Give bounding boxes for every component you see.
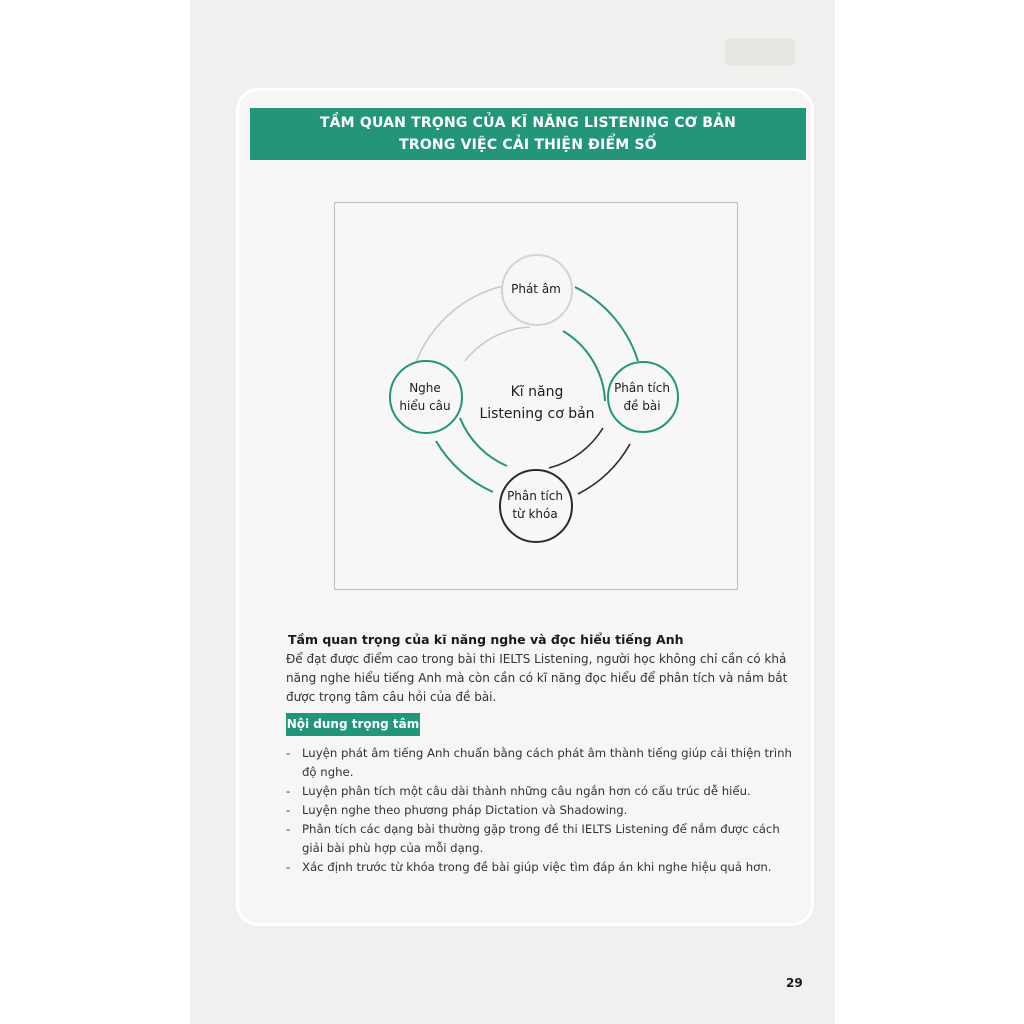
list-item-line: Luyện phát âm tiếng Anh chuẩn bằng cách phát âm thành tiếng giúp cải thiện trình xyxy=(302,746,792,760)
diagram-center-label xyxy=(472,381,602,425)
inner-arc-3 xyxy=(460,418,507,466)
list-item xyxy=(286,744,811,782)
dash-marker: - xyxy=(286,860,291,874)
node-left-line-2: hiểu câu xyxy=(399,399,451,413)
node-right-line-1: Phân tích xyxy=(614,381,670,395)
dash-marker: - xyxy=(286,822,291,836)
center-line-1: Kĩ năng xyxy=(510,384,564,400)
list-item-line: Luyện nghe theo phương pháp Dictation và Shadowing. xyxy=(302,803,628,817)
list-item xyxy=(286,801,811,820)
dash-marker: - xyxy=(286,803,291,817)
section-paragraph xyxy=(286,650,806,707)
node-right-line-2: đề bài xyxy=(623,399,661,413)
page-number: 29 xyxy=(786,976,803,990)
focus-list xyxy=(286,744,811,877)
ring-arc-top-left xyxy=(413,286,503,371)
node-label-right xyxy=(602,379,682,415)
paragraph-line: Để đạt được điểm cao trong bài thi IELTS Listening, người học không chỉ cần có khả xyxy=(286,652,787,666)
ring-arc-bottom-right xyxy=(578,444,630,494)
list-item-line: giải bài phù hợp của mỗi dạng. xyxy=(302,841,484,855)
list-item-line: độ nghe. xyxy=(302,765,354,779)
list-item-line: Phân tích các dạng bài thường gặp trong đề thi IELTS Listening để nắm được cách xyxy=(302,822,780,836)
node-bottom-line-1: Phân tích xyxy=(507,489,563,503)
node-left-line-1: Nghe xyxy=(409,381,441,395)
list-item xyxy=(286,820,811,858)
dash-marker: - xyxy=(286,746,291,760)
header-line-1: TẦM QUAN TRỌNG CỦA KĨ NĂNG LISTENING CƠ BẢN xyxy=(319,115,737,131)
paragraph-line: năng nghe hiểu tiếng Anh mà còn cần có kĩ năng đọc hiểu để phân tích và nắm bắt xyxy=(286,671,788,685)
section-header-band xyxy=(250,108,806,160)
inner-arc-2 xyxy=(549,428,603,468)
node-bottom-line-2: từ khóa xyxy=(512,507,558,521)
list-item xyxy=(286,858,811,877)
inner-arc-4 xyxy=(465,327,530,361)
center-line-2: Listening cơ bản xyxy=(479,406,595,422)
dash-marker: - xyxy=(286,784,291,798)
node-label-bottom xyxy=(495,487,575,523)
paragraph-line: được trọng tâm câu hỏi của đề bài. xyxy=(286,690,497,704)
list-item-line: Xác định trước từ khóa trong đề bài giúp việc tìm đáp án khi nghe hiệu quả hơn. xyxy=(302,860,772,874)
focus-tag: Nội dung trọng tâm xyxy=(286,713,420,736)
ring-arc-bottom-left xyxy=(436,441,493,492)
node-label-top xyxy=(496,280,576,298)
node-label-left xyxy=(385,379,465,415)
header-line-2: TRONG VIỆC CẢI THIỆN ĐIỂM SỐ xyxy=(399,137,657,153)
node-top-text: Phát âm xyxy=(511,282,561,296)
section-title: Tầm quan trọng của kĩ năng nghe và đọc hiểu tiếng Anh xyxy=(288,632,684,647)
list-item xyxy=(286,782,811,801)
faded-tab-shadow xyxy=(725,38,795,66)
list-item-line: Luyện phân tích một câu dài thành những câu ngắn hơn có cấu trúc dễ hiểu. xyxy=(302,784,751,798)
